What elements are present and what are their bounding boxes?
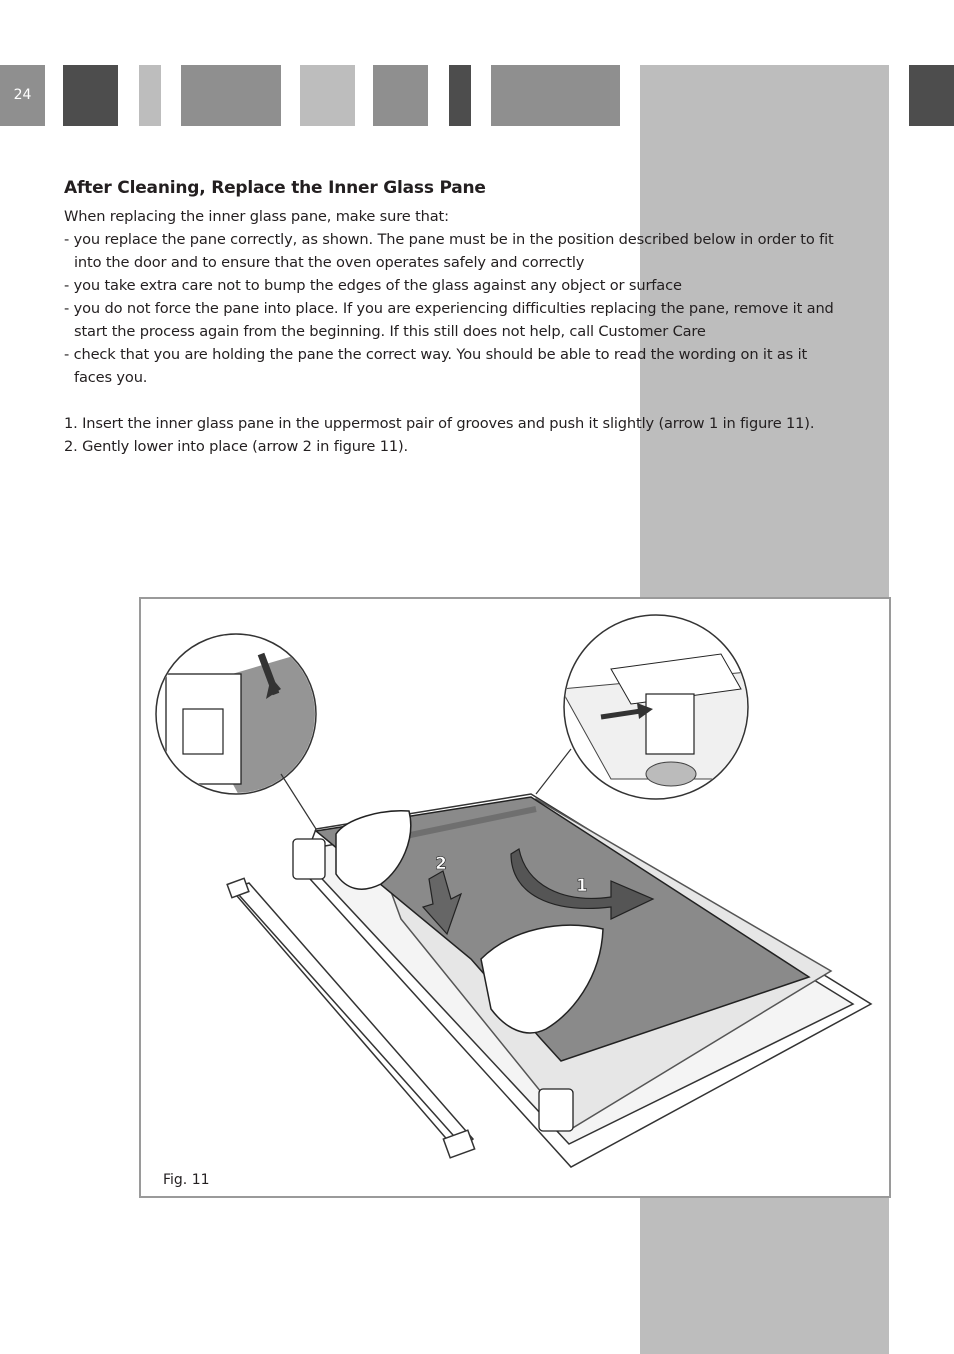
intro-text: When replacing the inner glass pane, make sure that: <box>64 208 449 225</box>
step-item: 2. Gently lower into place (arrow 2 in figure 11). <box>64 438 409 455</box>
bullet-item: - you take extra care not to bump the edges of the glass against any object or surface <box>64 277 682 294</box>
page-number: 24 <box>0 65 45 126</box>
oven-door-illustration <box>141 599 889 1196</box>
detail-circle-left <box>156 634 351 829</box>
bullet-item: - check that you are holding the pane the correct way. You should be able to read the wording on it as it faces you. <box>64 346 808 386</box>
arrow-2-label: 2 <box>435 854 447 874</box>
header-block <box>449 65 471 126</box>
header-block <box>300 65 355 126</box>
bullet-item: - you do not force the pane into place. If you are experiencing difficulties replacing the pane, remove it and start the process again from the beginning. If this still does not help, call Customer Care <box>64 300 834 340</box>
header-block <box>491 65 620 126</box>
figure-11 <box>139 597 891 1198</box>
header-block <box>181 65 281 126</box>
bullet-item: - you replace the pane correctly, as shown. The pane must be in the position described below in order to fit into the door and to ensure that the oven operates safely and correctly <box>64 231 834 271</box>
header-block <box>909 65 954 126</box>
step-item: 1. Insert the inner glass pane in the uppermost pair of grooves and push it slightly (arrow 1 in figure 11). <box>64 415 815 432</box>
header-block <box>139 65 161 126</box>
arrow-1-label: 1 <box>576 876 588 896</box>
header-block <box>63 65 118 126</box>
detail-circle-right <box>536 615 781 799</box>
section-content <box>64 178 834 458</box>
section-title: After Cleaning, Replace the Inner Glass Pane <box>64 178 486 198</box>
header-block <box>373 65 428 126</box>
figure-caption: Fig. 11 <box>163 1172 210 1188</box>
